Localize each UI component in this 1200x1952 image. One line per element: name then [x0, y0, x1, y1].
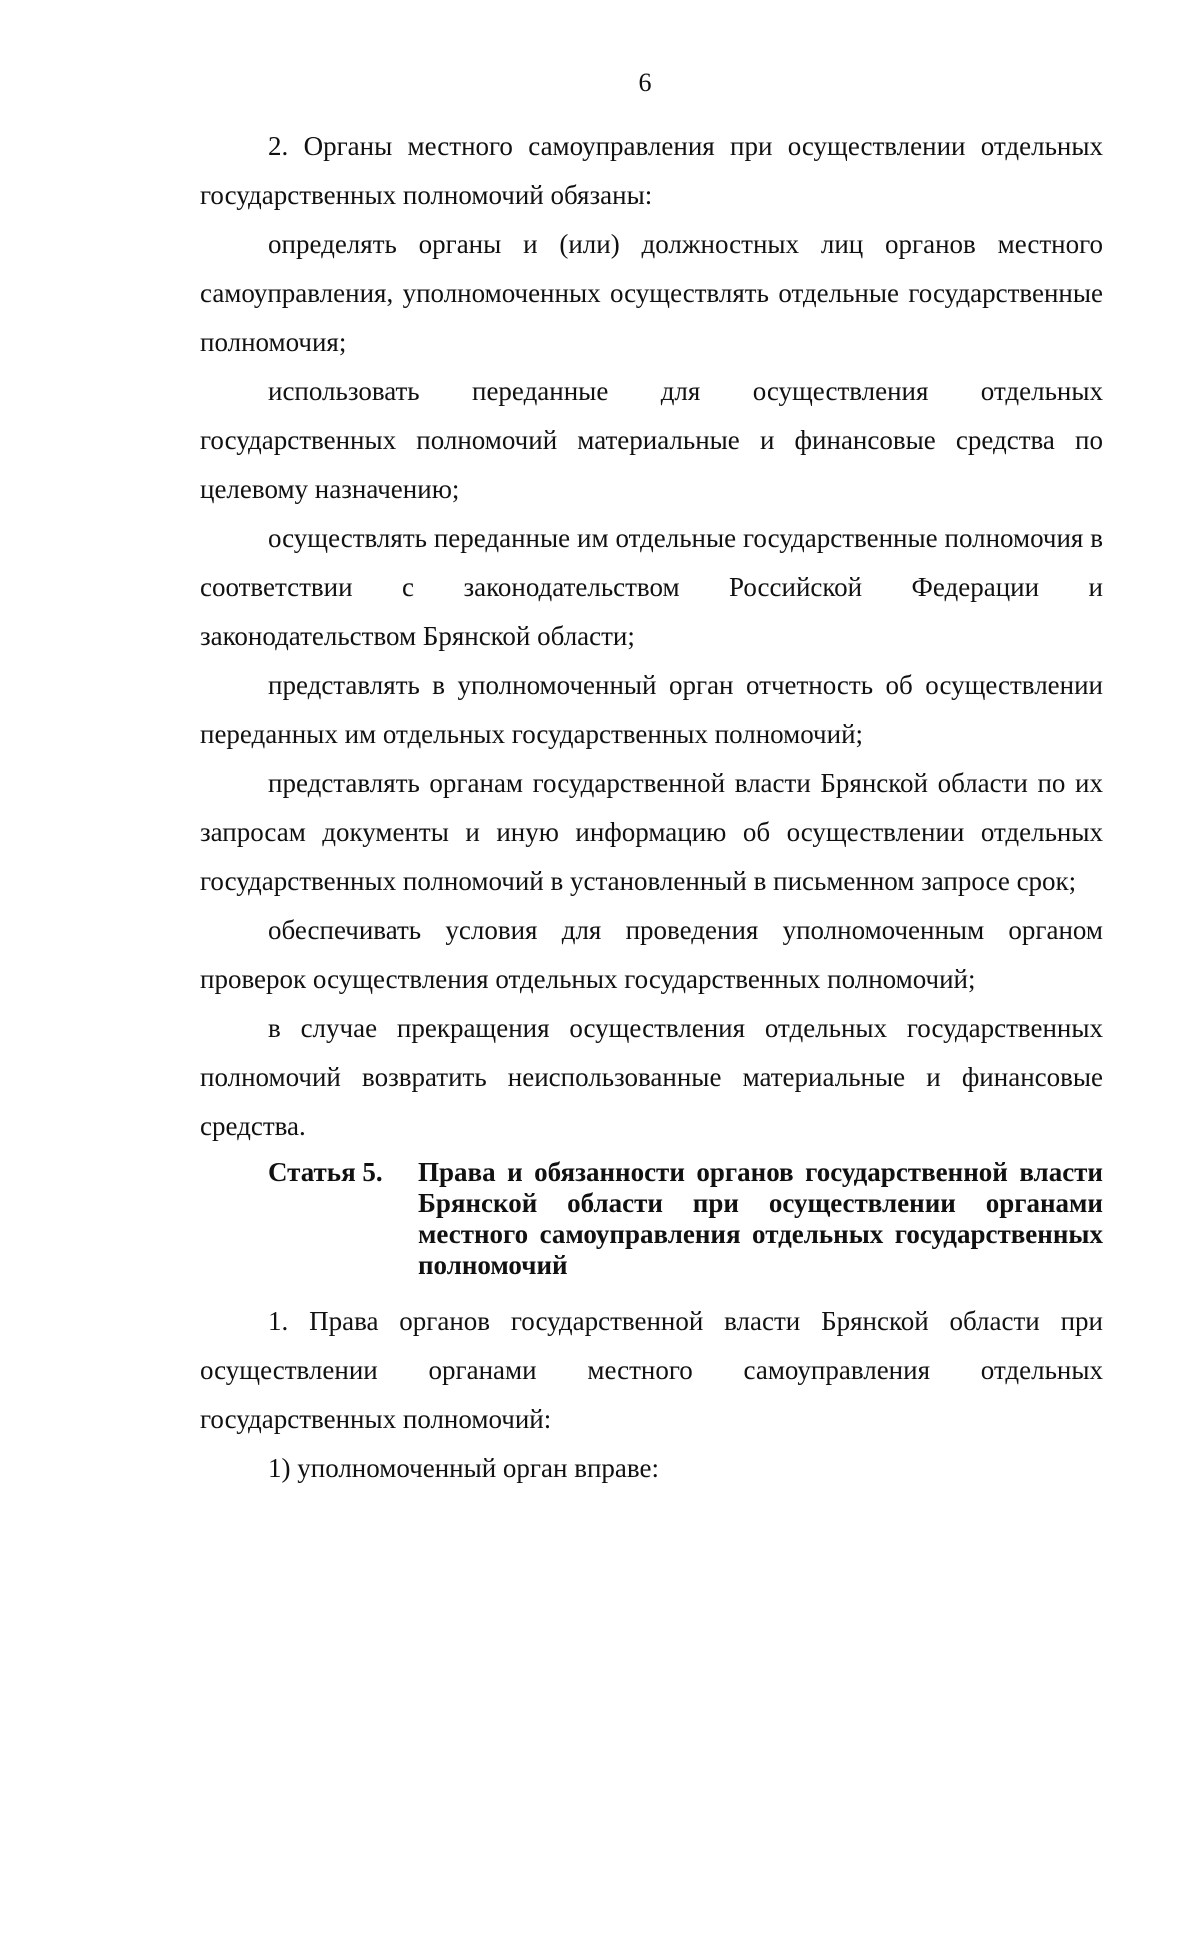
paragraph: в случае прекращения осуществления отдельных государственных полномочий возвратить неиспользованные материальные и финансовые средства. [200, 1013, 1103, 1141]
paragraph: осуществлять переданные им отдельные государственные полномочия в соответствии с законодательством Российской Федерации и законодательством Брянской области; [200, 523, 1103, 651]
paragraph: обеспечивать условия для проведения уполномоченным органом проверок осуществления отдельных государственных полномочий; [200, 915, 1103, 994]
article-heading [200, 1157, 1103, 1281]
paragraph: 2. Органы местного самоуправления при осуществлении отдельных государственных полномочий обязаны: [200, 131, 1103, 210]
article-number: Статья 5. [268, 1157, 383, 1187]
document-body [200, 122, 1103, 1493]
paragraph: представлять в уполномоченный орган отчетность об осуществлении переданных им отдельных государственных полномочий; [200, 670, 1103, 749]
paragraph: использовать переданные для осуществления отдельных государственных полномочий материальные и финансовые средства по целевому назначению; [200, 376, 1103, 504]
paragraph: определять органы и (или) должностных лиц органов местного самоуправления, уполномоченных осуществлять отдельные государственные полномочия; [200, 229, 1103, 357]
article-title: Права и обязанности органов государственной власти Брянской области при осуществлении органами местного самоуправления отдельных государственных полномочий [418, 1157, 1103, 1280]
page-number: 6 [638, 68, 652, 97]
paragraph: 1) уполномоченный орган вправе: [268, 1453, 659, 1483]
paragraph: представлять органам государственной власти Брянской области по их запросам документы и иную информацию об осуществлении отдельных государственных полномочий в установленный в письменном запросе срок; [200, 768, 1103, 896]
paragraph: 1. Права органов государственной власти Брянской области при осуществлении органами местного самоуправления отдельных государственных полномочий: [200, 1306, 1103, 1434]
